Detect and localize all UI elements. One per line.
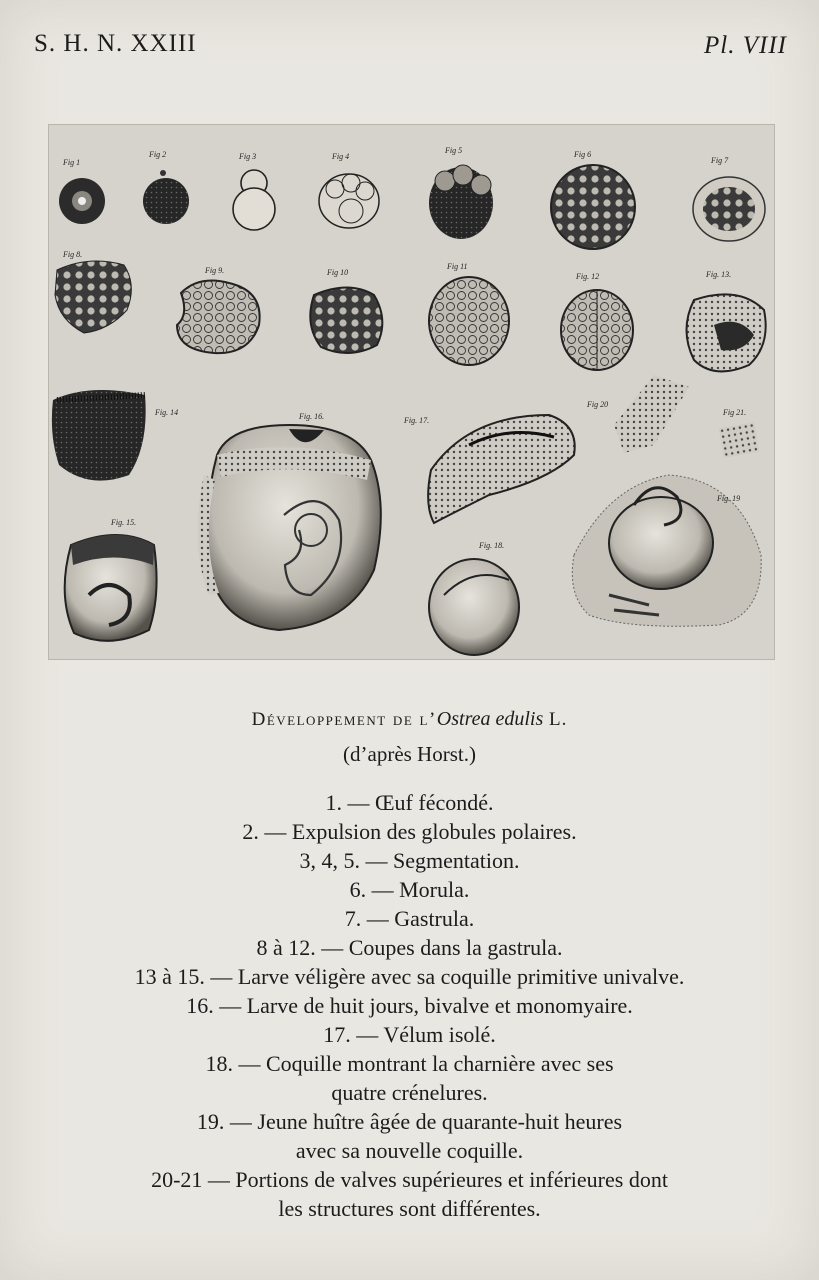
legend-text: — Œuf fécondé. [347,790,494,815]
legend-text: — Portions de valves supérieures et inférieures dont [207,1167,668,1192]
plate-subtitle: (d’après Horst.) [343,742,476,766]
species-name: Ostrea edulis [436,708,544,730]
fig-5-segmentation [429,165,493,239]
fig-label: Fig 8. [63,250,83,259]
legend-number: 1. [325,790,342,815]
fig-9-section [177,281,260,354]
legend-number: 19. [196,1109,225,1134]
fig-label: Fig 7 [711,156,729,165]
legend-item [0,933,819,962]
legend-text: — Larve de huit jours, bivalve et monomyaire. [219,993,633,1018]
legend-item [0,1049,819,1078]
legend-number: 3, 4, 5. [299,848,360,873]
legend-item [0,904,819,933]
legend-number: 8 à 12. [256,935,316,960]
legend-number: 17. [323,1022,351,1047]
legend-text: — Segmentation. [365,848,520,873]
legend-item [0,991,819,1020]
legend-item-continued [0,1078,819,1107]
plate-number: Pl. VIII [704,32,787,59]
legend-text: — Gastrula. [366,906,475,931]
legend-text: — Coupes dans la gastrula. [321,935,563,960]
fig-label: Fig. 14 [155,408,179,417]
fig-label: Fig 2 [149,150,167,159]
fig-15-larva [65,535,157,641]
fig-21-valve-portion [719,422,760,458]
legend-number: 16. [186,993,214,1018]
legend-text: — Jeune huître âgée de quarante-huit heures [229,1109,623,1134]
legend-text: — Expulsion des globules polaires. [264,819,577,844]
legend-number: 18. [205,1051,233,1076]
fig-16-larva [198,425,381,630]
legend-item [0,875,819,904]
legend-text: — Larve véligère avec sa coquille primitive univalve. [210,964,685,989]
fig-label: Fig 6 [574,150,592,159]
legend-item [0,962,819,991]
fig-label: Fig. 12 [576,272,600,281]
legend-item-continued [0,1194,819,1223]
legend-text: — Coquille montrant la charnière avec ses [238,1051,614,1076]
title-prefix: Développement de l’ [251,709,437,730]
title-suffix: L. [543,709,568,730]
legend-item [0,817,819,846]
fig-label: Fig 21. [723,408,747,417]
fig-14-veliger [52,390,146,481]
figure-legend [0,788,819,1223]
legend-number: 13 à 15. [134,964,205,989]
legend-item-continued [0,1136,819,1165]
fig-10-section [310,288,382,354]
legend-number: 2. [242,819,259,844]
legend-item [0,846,819,875]
plate-illustration [49,125,774,659]
fig-4-four-cell [319,174,379,228]
fig-label: Fig 1 [63,158,81,167]
series-header: S. H. N. XXIII [34,30,197,57]
legend-item [0,1165,819,1194]
fig-6-morula [551,165,635,249]
legend-text: quatre crénelures. [331,1080,488,1105]
legend-text: — Morula. [371,877,470,902]
fig-label: Fig. 19 [717,494,741,503]
fig-label: Fig 9. [205,266,225,275]
legend-number: 20-21 [151,1167,203,1192]
legend-item [0,1107,819,1136]
fig-label: Fig 3 [239,152,257,161]
fig-11-section [429,277,509,365]
figure-plate [48,124,775,660]
fig-7-gastrula [693,177,765,241]
fig-label: Fig 5 [445,146,463,155]
fig-label: Fig 20 [587,400,609,409]
fig-label: Fig 4 [332,152,350,161]
fig-13-section [687,294,766,371]
fig-1-egg [59,178,105,224]
fig-label: Fig 10 [327,268,349,277]
legend-number: 7. [344,906,362,931]
fig-12-section [561,290,633,370]
plate-title [0,708,819,731]
fig-label: Fig. 18. [479,541,505,550]
fig-label: Fig 11 [447,262,468,271]
legend-text: les structures sont différentes. [278,1196,541,1221]
fig-label: Fig. 17. [404,416,430,425]
fig-label: Fig. 13. [706,270,732,279]
legend-text: — Vélum isolé. [356,1022,496,1047]
legend-number: 6. [349,877,367,902]
legend-text: avec sa nouvelle coquille. [295,1138,524,1163]
fig-18-shell-hinge [429,559,519,655]
legend-item [0,788,819,817]
legend-item [0,1020,819,1049]
fig-label: Fig. 15. [111,518,137,527]
fig-label: Fig. 16. [299,412,325,421]
